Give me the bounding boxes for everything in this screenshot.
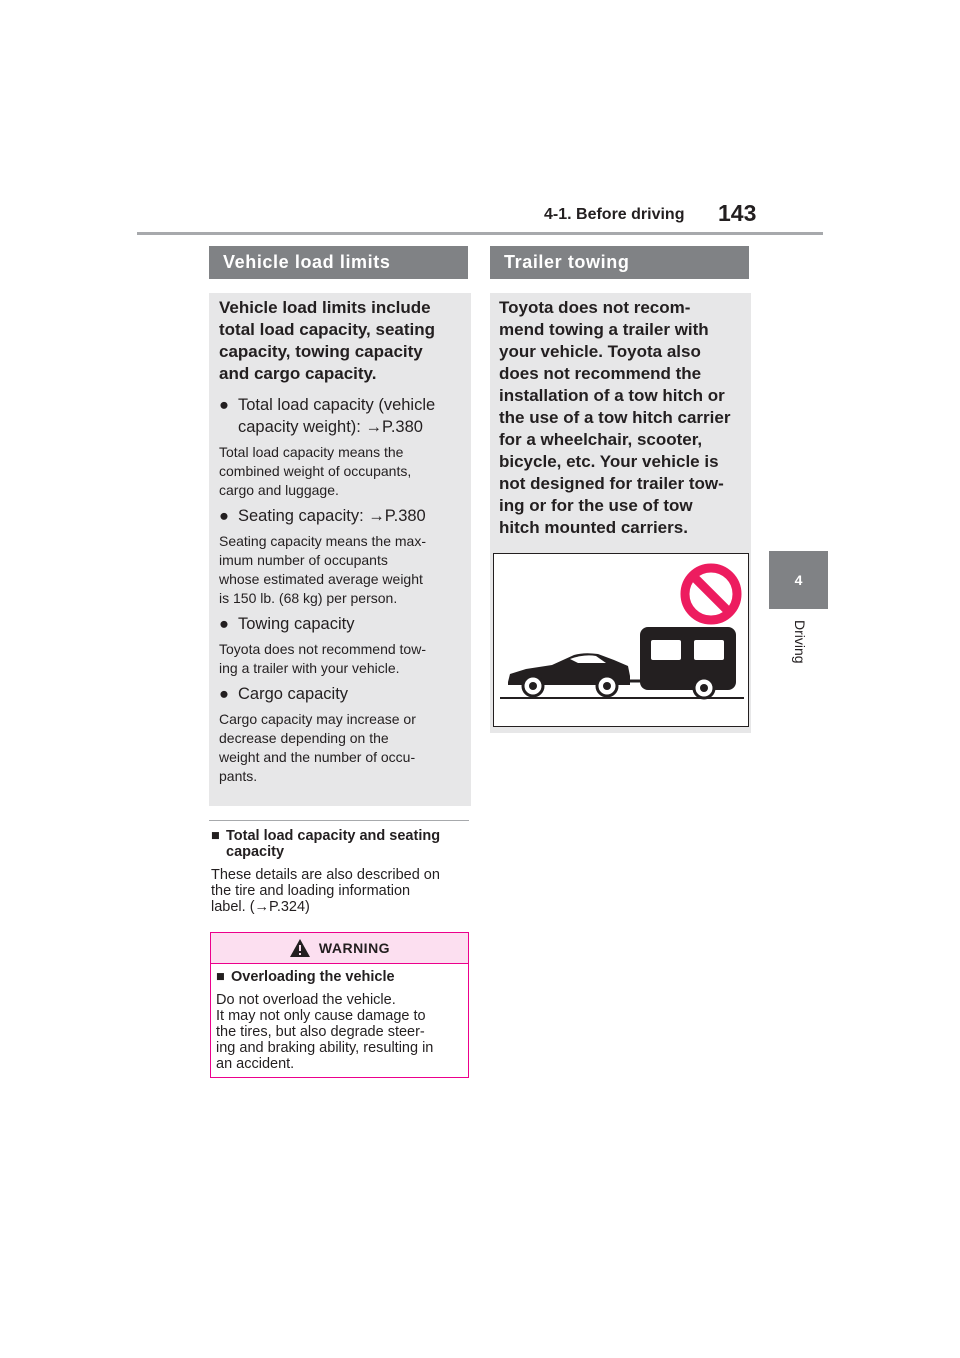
load-limits-intro: Vehicle load limits include total load capacity, seating capacity, towing capacity and cargo capacity. [219, 298, 436, 383]
towing-illustration [493, 553, 749, 727]
square-bullet-icon: ■ [216, 969, 225, 985]
item-cargo: ● Cargo capacity [219, 685, 349, 703]
bullet-icon: ● [219, 685, 229, 703]
header-rule [137, 232, 823, 235]
square-bullet-icon: ■ [211, 828, 220, 844]
warning-box [210, 932, 469, 1078]
warning-body: Do not overload the vehicle. It may not only cause damage to the tires, but also degrade steer- ing and braking ability, resulting in an accident. [216, 992, 434, 1072]
item-towing: ● Towing capacity [219, 615, 355, 633]
total-load-body: These details are also described on the tire and loading information label. (→P.324) [211, 867, 440, 915]
item-seating: ● Seating capacity: →P.380 [219, 507, 426, 525]
prohibition-icon [685, 568, 737, 620]
bullet-icon: ● [219, 615, 229, 633]
chapter-number: 4 [794, 572, 803, 588]
item-seating-desc: Seating capacity means the max- imum number of occupants whose estimated average weight is 150 lb. (68 kg) per person. [219, 533, 426, 606]
load-limits-box [209, 293, 471, 806]
item-towing-desc: Toyota does not recommend tow- ing a trailer with your vehicle. [219, 641, 426, 676]
car-towing-trailer-icon [494, 554, 748, 726]
item-total-load-desc: Total load capacity means the combined weight of occupants, cargo and luggage. [219, 444, 412, 498]
bullet-icon: ● [219, 507, 229, 525]
item-cargo-desc: Cargo capacity may increase or decrease depending on the weight and the number of occu- pants. [219, 711, 416, 784]
total-load-heading: ■ Total load capacity and seating capacity [211, 828, 441, 860]
page-number: 143 [718, 200, 757, 226]
load-limits-heading: Vehicle load limits [209, 246, 468, 279]
trailer-text: Toyota does not recom- mend towing a trailer with your vehicle. Toyota also does not recommend the installation of a tow hitch or the use of a tow hitch carrier for a wheelchair, scooter, bicycle, etc. Your vehicle is not designed for trailer tow- ing or for the use of tow hitch mounted carriers. [499, 298, 731, 537]
item-total-load: ● Total load capacity (vehicle capacity weight): →P.380 [219, 396, 436, 436]
warning-content [211, 964, 468, 1072]
section-divider [209, 820, 469, 821]
trailer-heading: Trailer towing [490, 246, 749, 279]
chapter-tab [769, 551, 828, 609]
warning-triangle-icon [289, 938, 311, 958]
chapter-label: Driving [792, 620, 808, 664]
section-title: 4-1. Before driving [544, 206, 685, 223]
warning-title: WARNING [318, 940, 391, 956]
warning-subheading: ■ Overloading the vehicle [216, 969, 395, 985]
bullet-icon: ● [219, 396, 229, 414]
warning-header [211, 933, 468, 964]
